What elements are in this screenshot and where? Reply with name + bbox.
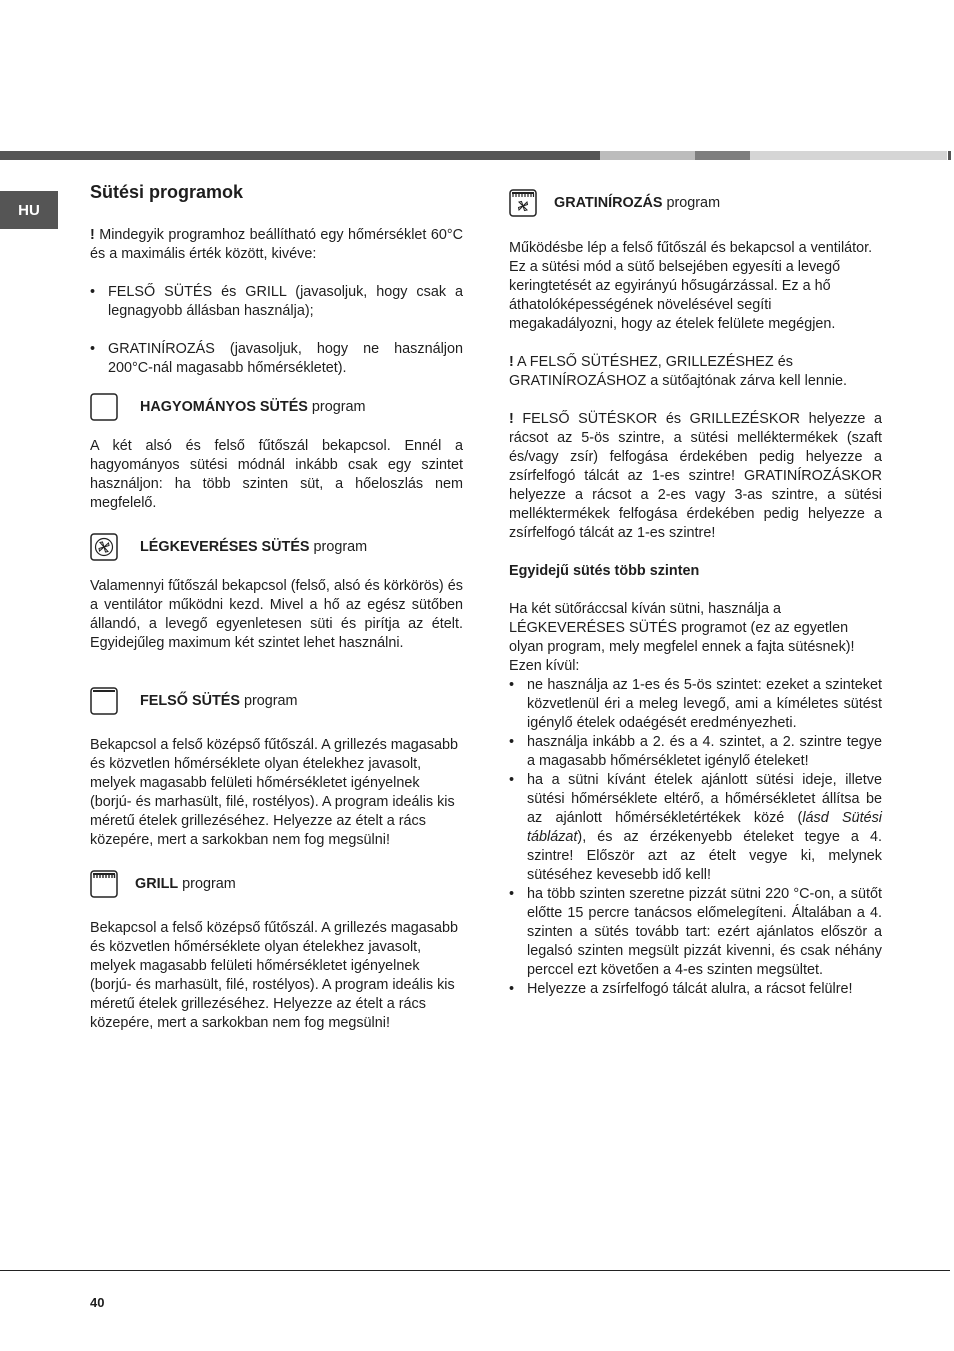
header-bar-1 (0, 151, 600, 160)
list-item: • ha több szinten szeretne pizzát sütni 220 °C-on, a sütőt előtte 15 percre tanácsos előmelegíteni. Általában a 4. szinten a sütés tovább tart: ezért ajánlatos először a legalsó szinten megsült pizzát kivenni, és csak néhány perccel ezt követően a 4-es szinten megsültet. (509, 885, 882, 980)
program-name: GRATINÍROZÁS (554, 194, 663, 211)
convection-fan-icon (90, 533, 118, 561)
program-description: A két alsó és felső fűtőszál bekapcsol. Ennél a hagyományos sütési módnál inkább csak egy szintet használjon: ha több szinten süt, a hőeloszlás nem megfelelő. (90, 438, 463, 511)
list-item: • ne használja az 1-es és 5-ös szintet: ezeket a szinteket közvetlenül éri a meleg levegő, ami a kíméletes sütést igénylő ételek odaégését eredményezheti. (509, 676, 882, 733)
left-column (90, 180, 463, 1033)
program-name: FELSŐ SÜTÉS (140, 692, 240, 709)
program-description: Működésbe lép a felső fűtőszál és bekapcsol a ventilátor. Ez a sütési mód a sütő belsejében egyesíti a levegő keringtetését az egyirányú hősugárzással. Ez a hő áthatolóképességének növelésével segíti megakadályozni, hogy az ételek felülete megégjen. (509, 240, 873, 332)
list-item: • használja inkább a 2. és a 4. szintet, a 2. szintre tegye a magasabb hőmérsékletet igénylő ételeket! (509, 733, 882, 771)
header-bar-3 (695, 151, 750, 160)
program-felso-heading (90, 685, 463, 717)
multi-level-intro: Ha két sütőráccsal kíván sütni, használja a LÉGKEVERÉSES SÜTÉS programot (ez az egyetlen olyan program, mely megfelel ennek a fajta sütésnek)! Ezen kívül: (509, 601, 855, 674)
warning-mark: ! (509, 411, 514, 427)
program-gratin-heading (509, 187, 882, 219)
right-column (509, 187, 882, 999)
program-name: GRILL (135, 875, 179, 892)
program-description: Bekapcsol a felső középső fűtőszál. A grillezés magasabb és közvetlen hőmérséklete olyan ételekhez javasolt, melyek magasabb felületi hőmérsékletet igényelnek (borjú- és marhasült, filé, rostélyos). A program ideális kis méretű ételek grillezéséhez. Helyezze az ételt a rács közepére, mert a sarkokban nem fog megsülni! (90, 920, 458, 1031)
program-suffix: program (309, 538, 368, 555)
section-title: Sütési programok (90, 182, 244, 202)
conventional-oven-icon (90, 393, 118, 421)
program-name: HAGYOMÁNYOS SÜTÉS (140, 398, 308, 415)
program-suffix: program (178, 875, 236, 892)
program-grill-heading (90, 868, 463, 900)
door-note-text: A FELSŐ SÜTÉSHEZ, GRILLEZÉSHEZ és GRATINÍROZÁSHOZ a sütőajtónak zárva kell lennie. (509, 354, 848, 389)
multi-level-title: Egyidejű sütés több szinten (509, 563, 700, 579)
header-bar-4 (750, 151, 947, 160)
footer-divider (0, 1270, 950, 1271)
program-suffix: program (239, 692, 298, 709)
top-heating-icon (90, 687, 118, 715)
list-item: • GRATINÍROZÁS (javasoljuk, hogy ne használjon 200°C-nál magasabb hőmérsékletet). (90, 340, 463, 378)
rack-note (509, 410, 882, 543)
program-description: Valamennyi fűtőszál bekapcsol (felső, alsó és körkörös) és a ventilátor működni kezd. Mivel a hő az egész sütőben állandó, a levegő egyenletesen süti és pirítja az ételt. Egyidejűleg maximum két szintet lehet használni. (90, 578, 463, 651)
exceptions-list-2 (90, 340, 463, 378)
temperature-note-text: Mindegyik programhoz beállítható egy hőmérséklet 60°C és a maximális érték között, kivéve: (90, 227, 463, 262)
list-item-text: ha a sütni kívánt ételek ajánlott sütési ideje, illetve sütési hőmérséklete eltérő, a hőmérsékletet állítsa be az ajánlott hőmérsékletértékek közé ( (527, 772, 882, 826)
multi-level-list (509, 676, 882, 999)
warning-mark: ! (509, 354, 514, 370)
table-reference: lásd Sütési táblázat (527, 810, 882, 845)
program-suffix: program (662, 194, 721, 211)
language-tab (0, 191, 58, 229)
list-item: • FELSŐ SÜTÉS és GRILL (javasoljuk, hogy csak a legnagyobb állásban használja); (90, 283, 463, 321)
list-item-text-tail: ), és az érzékenyebb ételeket tegye a 4. szintre! Először azt az ételt vegye ki, melynek sütéséhez kevesebb idő kell! (527, 829, 882, 883)
program-legkeveresess-heading (90, 531, 463, 563)
program-suffix: program (307, 398, 366, 415)
grill-icon (90, 870, 118, 898)
rack-note-text: FELSŐ SÜTÉSKOR és GRILLEZÉSKOR helyezze a rácsot az 5-ös szintre, a sütési melléktermékek (szaft és/vagy zsír) felfogása érdekében pedig helyezze a zsírfelfogó tálcát az 1-es szintre! GRATINÍROZÁSKOR helyezze a rácsot a 2-es vagy 3-as szintre, a sütési melléktermékek felfogása érdekében pedig helyezze a zsírfelfogó tálcát az 1-es szintre! (509, 411, 882, 541)
program-name: LÉGKEVERÉSES SÜTÉS (140, 538, 310, 555)
list-item: • Helyezze a zsírfelfogó tálcát alulra, a rácsot felülre! (509, 980, 882, 999)
header-bar-5 (948, 151, 951, 160)
warning-mark: ! (90, 227, 95, 243)
door-note (509, 353, 882, 391)
program-hagyomanyos-heading (90, 391, 463, 423)
exceptions-list (90, 283, 463, 321)
list-item (509, 771, 882, 885)
page-number: 40 (90, 1295, 105, 1310)
program-description: Bekapcsol a felső középső fűtőszál. A grillezés magasabb és közvetlen hőmérséklete olyan ételekhez javasolt, melyek magasabb felületi hőmérsékletet igényelnek (borjú- és marhasült, filé, rostélyos). A program ideális kis méretű ételek grillezéséhez. Helyezze az ételt a rács közepére, mert a sarkokban nem fog megsülni! (90, 737, 458, 848)
gratin-fan-grill-icon (509, 189, 537, 217)
header-bar-2 (600, 151, 695, 160)
temperature-note (90, 226, 463, 264)
language-code: HU (18, 201, 40, 219)
